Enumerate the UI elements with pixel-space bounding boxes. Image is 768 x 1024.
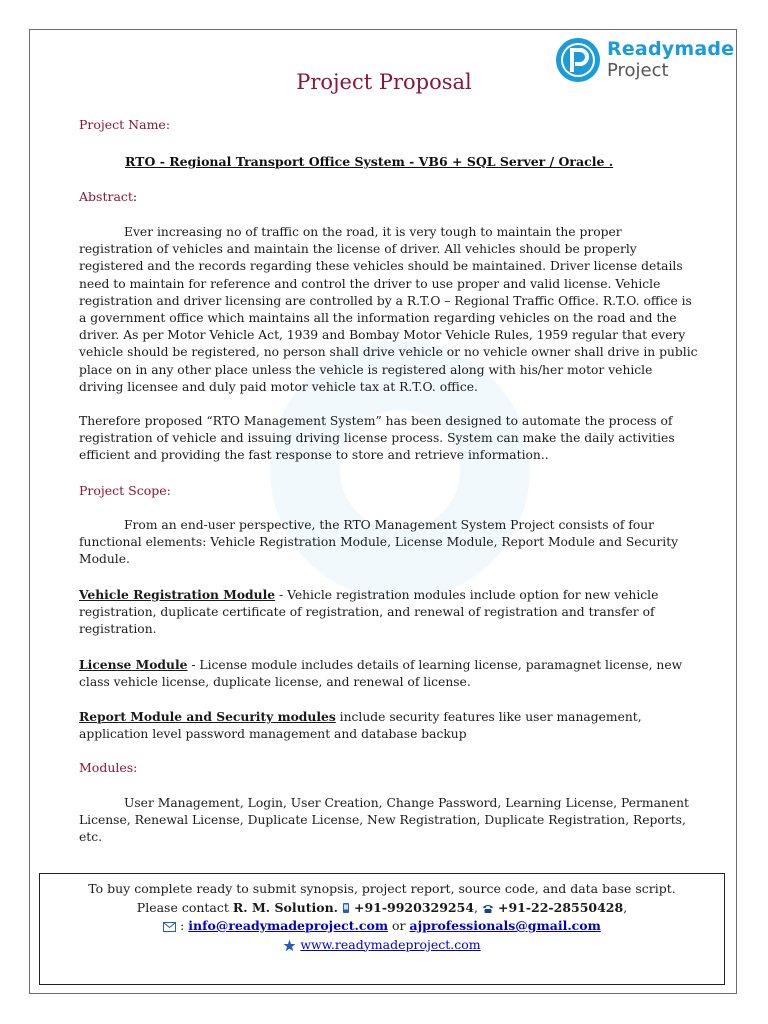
telephone-icon [482, 903, 494, 914]
footer-mobile-number: +91-9920329254 [353, 899, 475, 915]
abstract-heading [79, 189, 137, 204]
project-scope-heading: Project Scope: [79, 483, 171, 498]
project-name-heading: Project Name: [79, 117, 171, 132]
footer-line-1: To buy complete ready to submit synopsis, project report, source code, and data base script. [88, 881, 676, 896]
scope-item-text: - Vehicle registration modules include option for new vehicle registration, duplicate certificate of registration, and renewal of registration and transfer of registration. [79, 588, 659, 637]
scope-item-report-security [79, 708, 699, 743]
footer-contact-prefix: Please contact [136, 899, 233, 915]
abstract-heading-colon: : [132, 189, 138, 204]
scope-item-text: - License module includes details of learning license, paramagnet license, new class vehicle license, duplicate license, and renewal of license. [79, 658, 683, 690]
footer-comma-1: , [474, 899, 479, 915]
website-star-icon [283, 939, 296, 952]
mobile-phone-icon [342, 902, 350, 914]
project-name-value: RTO - Regional Transport Office System - VB6 + SQL Server / Oracle . [125, 154, 614, 169]
email-link-ajprofessionals[interactable]: ajprofessionals@gmail.com [409, 918, 601, 933]
project-scope-intro: From an end-user perspective, the RTO Management System Project consists of four functional elements: Vehicle Registration Module, License Module, Report Module and Security Module. [79, 518, 679, 567]
logo-text-readymade: Readymade [607, 38, 735, 60]
scope-item-term: Report Module and Security modules [79, 709, 336, 724]
footer-phone-number: +91-22-28550428 [497, 899, 624, 915]
modules-list-text: User Management, Login, User Creation, Change Password, Learning License, Permanent License, Renewal License, Duplicate License, New Registration, Duplicate Registration, Reports, etc. [79, 796, 689, 845]
page-title: Project Proposal [296, 70, 472, 94]
footer-or: or [388, 918, 410, 933]
footer-line-3 [40, 917, 724, 936]
scope-item-text: include security features like user management, application level password management and database backup [79, 710, 642, 742]
footer-comma-2: , [623, 899, 628, 915]
contact-footer [39, 873, 725, 985]
scope-item-term: License Module [79, 657, 188, 672]
footer-line-2 [40, 899, 724, 918]
email-envelope-icon [163, 922, 176, 932]
footer-line-4 [40, 936, 724, 955]
footer-email-prefix: : [176, 918, 189, 933]
modules-heading: Modules: [79, 760, 138, 775]
scope-item-license-module [79, 656, 699, 691]
page-border [29, 29, 737, 994]
website-link[interactable]: www.readymadeproject.com [300, 936, 481, 952]
email-link-info[interactable]: info@readymadeproject.com [188, 918, 389, 933]
scope-item-term: Vehicle Registration Module [79, 587, 276, 602]
scope-item-vehicle-registration [79, 586, 699, 639]
footer-company-name: R. M. Solution. [232, 899, 339, 915]
abstract-paragraph-1: Ever increasing no of traffic on the road, it is very tough to maintain the proper registration of vehicles and maintain the license of driver. All vehicles should be properly registered and the records regarding these vehicles should be maintained. Driver license details need to maintain for reference and control the driver to use proper and valid license. Vehicle registration and driver licensing are controlled by a R.T.O – Regional Traffic Office. R.T.O. office is a government office which maintains all the information regarding vehicles on the road and the driver. As per Motor Vehicle Act, 1939 and Bombay Motor Vehicle Rules, 1959 regular that every vehicle should be registered, no person shall drive vehicle or no vehicle owner shall drive in public place on in any other place unless the vehicle is registered along with his/her motor vehicle driving licensee and duly paid motor vehicle tax at R.T.O. office. [79, 225, 698, 394]
logo-text-project: Project [607, 60, 669, 81]
abstract-paragraph-2: Therefore proposed “RTO Management System” has been designed to automate the process of registration of vehicle and issuing driving license process. System can make the daily activities efficient and providing the fast response to store and retrieve information.. [79, 414, 675, 463]
abstract-heading-label: Abstract [79, 189, 133, 204]
